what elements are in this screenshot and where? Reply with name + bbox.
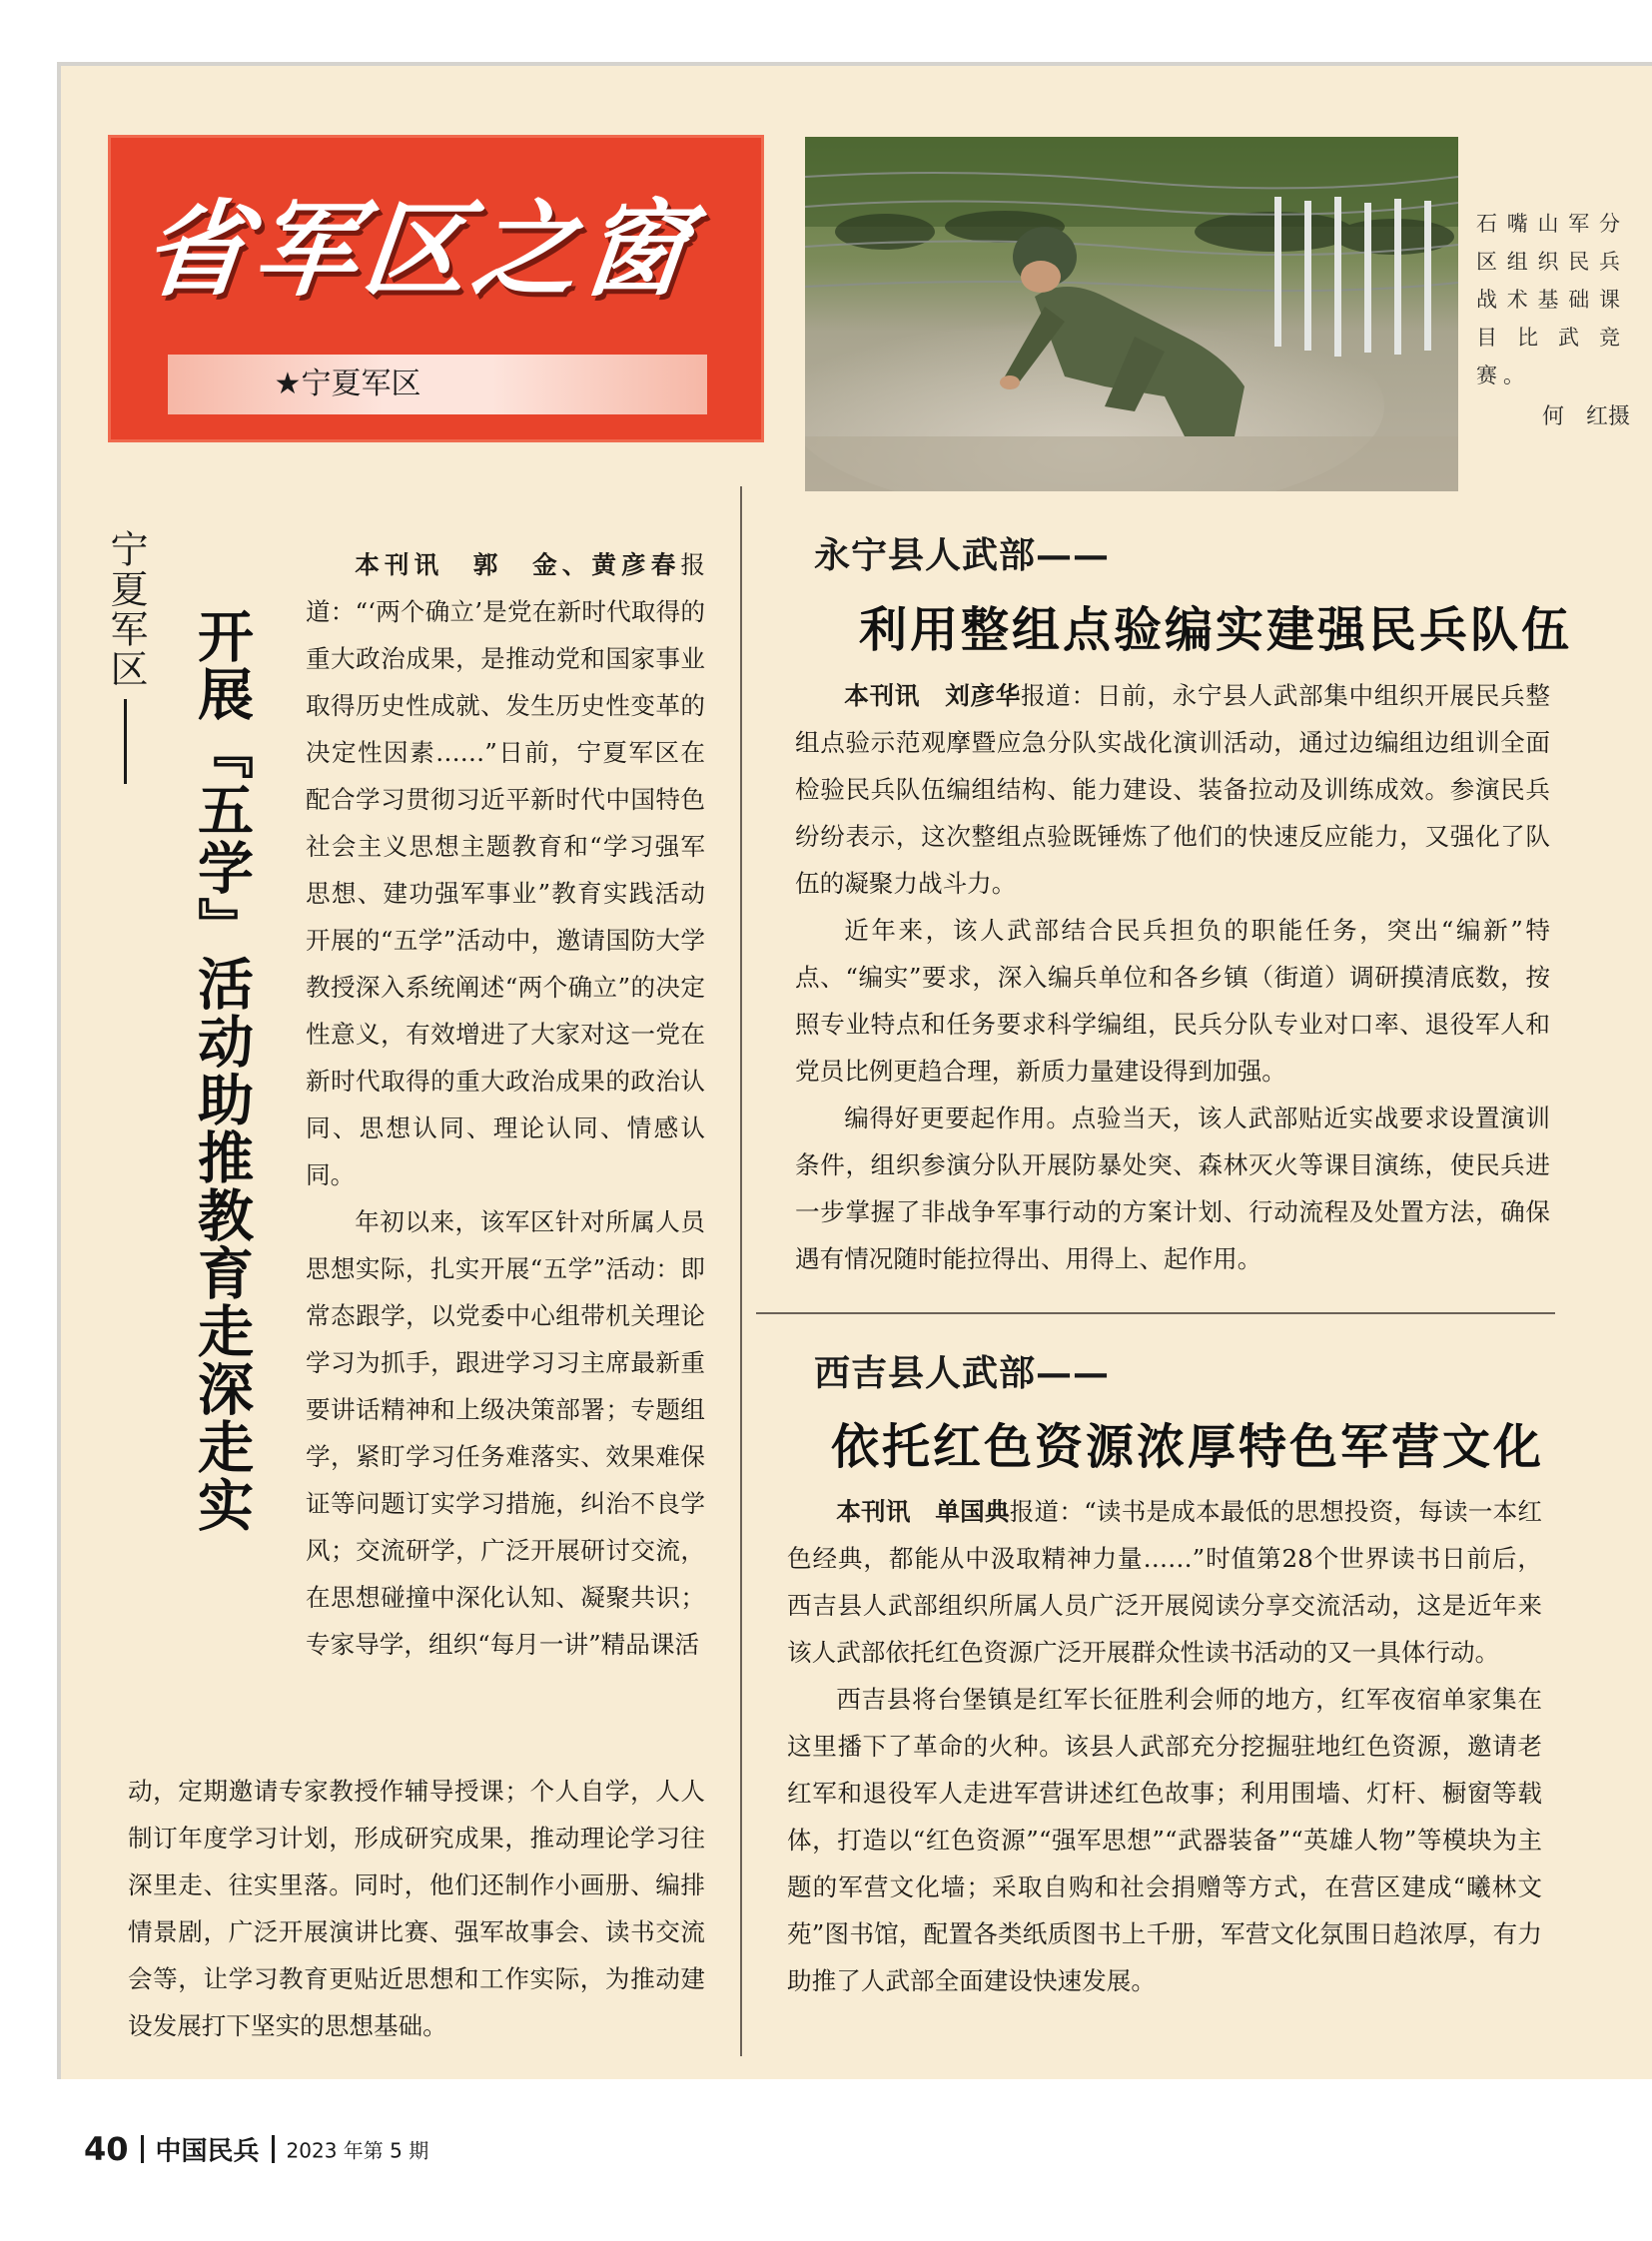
right1-para1-text: 日前，永宁县人武部集中组织开展民兵整组点验示范观摩暨应急分队实战化演训活动，通过边编组边组训全面检验民兵队伍编组结构、能力建设、装备拉动及训练成效。参演民兵纷纷表示，这次整组点验既锤炼了他们的快速反应能力，又强化了队伍的凝聚力战斗力。	[795, 681, 1550, 898]
page-number: 40	[84, 2130, 129, 2168]
right1-title: 利用整组点验编实建强民兵队伍	[859, 602, 1573, 658]
left-byline-prefix: 本刊讯	[355, 550, 444, 579]
right1-para3: 编得好更要起作用。点验当天，该人武部贴近实战要求设置演训条件，组织参演分队开展防暴处突、森林灭火等课目演练，使民兵进一步掌握了非战争军事行动的方案计划、行动流程及处置方法，确保遇有情况随时能拉得出、用得上、起作用。	[795, 1104, 1550, 1273]
left-article-body-bottom	[128, 1768, 705, 2049]
right2-byline-suffix: 报道：	[1009, 1497, 1085, 1526]
photo-caption: 石嘴山军分区组织民兵战术基础课目比武竞赛。	[1476, 212, 1626, 387]
right1-byline-suffix: 报道：	[1021, 681, 1097, 710]
right1-body	[795, 672, 1550, 1282]
column-banner	[108, 135, 764, 442]
right2-byline-names: 单国典	[935, 1497, 1010, 1526]
column-divider	[740, 486, 742, 2056]
left-article-body-top	[306, 541, 705, 1668]
right2-para1-text: “读书是成本最低的思想投资，每读一本红色经典，都能从中汲取精神力量……”时值第28个世界读书日前后，西吉县人武部组织所属人员广泛开展阅读分享交流活动，这是近年来该人武部依托红色资源广泛开展群众性读书活动的又一具体行动。	[787, 1497, 1542, 1667]
right1-unit: 永宁县人武部——	[814, 534, 1111, 576]
left-article-title: 开展『五学』活动助推教育走深走实	[189, 607, 254, 1534]
footer-separator	[272, 2135, 275, 2163]
photo-credit: 何 红摄	[1541, 404, 1630, 429]
right2-para2: 西吉县将台堡镇是红军长征胜利会师的地方，红军夜宿单家集在这里播下了革命的火种。该县人武部充分挖掘驻地红色资源，邀请老红军和退役军人走进军营讲述红色故事；利用围墙、灯杆、橱窗等载体，打造以“红色资源”“强军思想”“武器装备”“英雄人物”等模块为主题的军营文化墙；采取自购和社会捐赠等方式，在营区建成“曦林文苑”图书馆，配置各类纸质图书上千册，军营文化氛围日趋浓厚，有力助推了人武部全面建设快速发展。	[787, 1685, 1542, 1995]
footer-separator	[141, 2135, 144, 2163]
magazine-name: 中国民兵	[155, 2136, 260, 2167]
left-article-unit: 宁夏军区	[104, 529, 148, 689]
left-article-para2: 年初以来，该军区针对所属人员思想实际，扎实开展“五学”活动：即常态跟学，以党委中心组带机关理论学习为抓手，跟进学习习主席最新重要讲话精神和上级决策部署；专题组学，紧盯学习任务难落实、效果难保证等问题订实学习措施，纠治不良学风；交流研学，广泛开展研讨交流，在思想碰撞中深化认知、凝聚共识；专家导学，组织“每月一讲”精品课活	[306, 1207, 705, 1659]
right2-body	[787, 1488, 1542, 2004]
left-article-para1	[306, 541, 705, 1198]
right2-title: 依托红色资源浓厚特色军营文化	[831, 1419, 1545, 1475]
right1-byline-prefix: 本刊讯	[844, 681, 920, 710]
section-label: ★宁夏军区	[274, 367, 421, 401]
right1-para1	[795, 672, 1550, 907]
left-byline-names: 郭 金、黄彦春	[472, 550, 681, 579]
news-photo	[805, 137, 1458, 491]
right2-unit: 西吉县人武部——	[814, 1352, 1111, 1394]
page-footer	[84, 2130, 428, 2170]
left-para1-text: “‘两个确立’是党在新时代取得的重大政治成果，是推动党和国家事业取得历史性成就、发生历史性变革的决定性因素……”日前，宁夏军区在配合学习贯彻习近平新时代中国特色社会主义思想主题教育和“学习强军思想、建功强军事业”教育实践活动开展的“五学”活动中，邀请国防大学教授深入系统阐述“两个确立”的决定性意义，有效增进了大家对这一党在新时代取得的重大政治成果的政治认同、思想认同、理论认同、情感认同。	[306, 597, 705, 1189]
right2-para1	[787, 1488, 1542, 1676]
right1-para2: 近年来，该人武部结合民兵担负的职能任务，突出“编新”特点、“编实”要求，深入编兵单位和各乡镇（街道）调研摸清底数，按照专业特点和任务要求科学编组，民兵分队专业对口率、退役军人和党员比例更趋合理，新质力量建设得到加强。	[795, 916, 1550, 1086]
left-article-para2-cont: 动，定期邀请专家教授作辅导授课；个人自学，人人制订年度学习计划，形成研究成果，推动理论学习往深里走、往实里落。同时，他们还制作小画册、编排情景剧，广泛开展演讲比赛、强军故事会、读书交流会等，让学习教育更贴近思想和工作实际，为推动建设发展打下坚实的思想基础。	[128, 1777, 705, 2040]
left-byline-suffix: 报道：	[306, 550, 705, 626]
photo-illustration	[805, 137, 1458, 491]
left-article-dash	[124, 699, 127, 784]
article-separator	[756, 1312, 1555, 1314]
issue-label: 2023 年第 5 期	[286, 2138, 429, 2163]
section-label-strip	[168, 355, 707, 414]
right1-byline-names: 刘彦华	[945, 681, 1022, 710]
column-title: 省军区之窗	[137, 188, 700, 311]
right2-byline-prefix: 本刊讯	[836, 1497, 911, 1526]
